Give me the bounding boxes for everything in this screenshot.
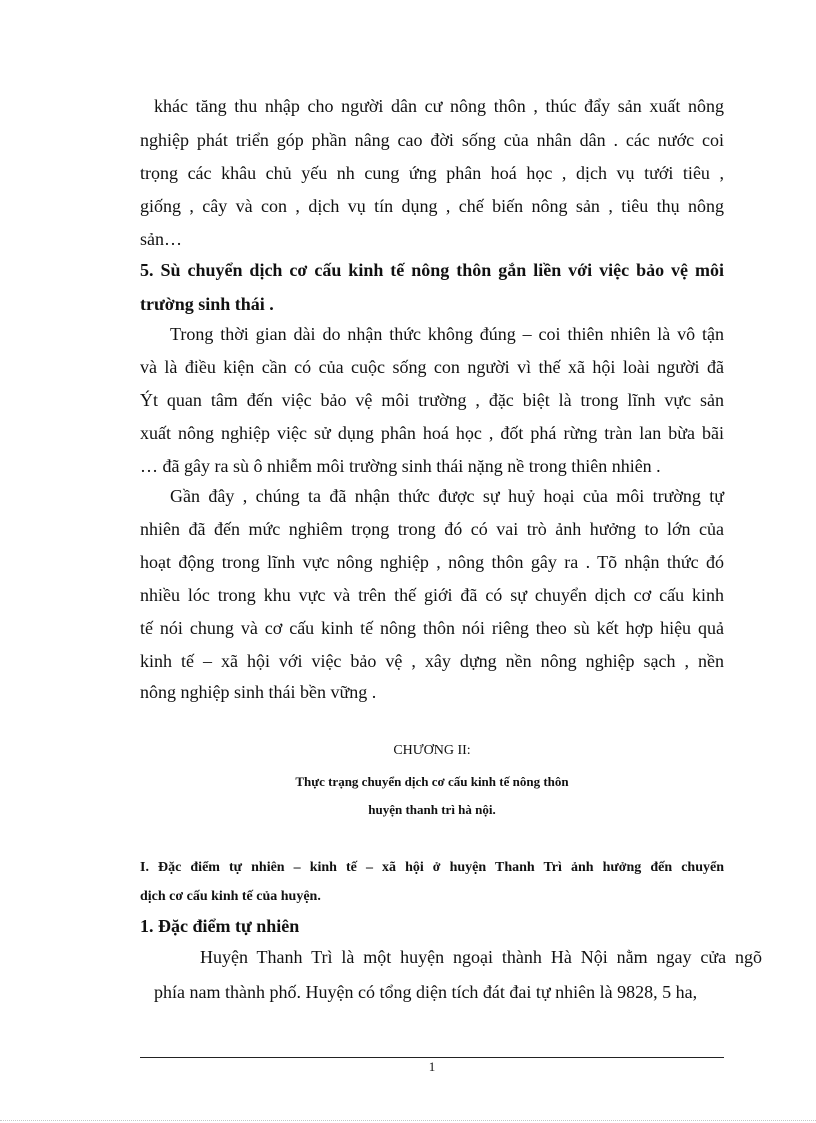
body-line: Gần đây , chúng ta đã nhận thức được sự huỷ hoại của môi trường tự xyxy=(170,486,724,506)
body-line: và là điều kiện cần có của cuộc sống con người vì thế xã hội loài người đã xyxy=(140,357,724,377)
body-line: kinh tế – xã hội với việc bảo vệ , xây dựng nền nông nghiệp sạch , nền xyxy=(140,651,724,671)
body-line: phía nam thành phố. Huyện có tổng diện tích đát đai tự nhiên là 9828, 5 ha, xyxy=(154,982,698,1002)
chapter-title: Thực trạng chuyển dịch cơ cấu kinh tế nông thôn xyxy=(295,774,569,789)
page-edge xyxy=(0,1120,816,1121)
body-line: giống , cây và con , dịch vụ tín dụng , chế biến nông sản , tiêu thụ nông xyxy=(140,196,724,216)
section-heading: I. Đặc điểm tự nhiên – kinh tế – xã hội ở huyện Thanh Trì ảnh hưởng đến chuyển xyxy=(140,860,724,875)
body-line: sản… xyxy=(140,229,182,249)
chapter-title: huyện thanh trì hà nội. xyxy=(368,802,496,817)
page-number: 1 xyxy=(428,1059,436,1074)
body-line: khác tăng thu nhập cho người dân cư nông thôn , thúc đẩy sản xuất nông xyxy=(154,96,724,116)
body-line: nhiên đã đến mức nghiêm trọng trong đó có vai trò ảnh hưởng to lớn của xyxy=(140,519,724,539)
chapter-label: CHƯƠNG II: xyxy=(393,743,471,758)
section-heading: dịch cơ cấu kinh tế của huyện. xyxy=(140,889,321,904)
body-line: tế nói chung và cơ cấu kinh tế nông thôn nói riêng theo sù kết hợp hiệu quả xyxy=(140,618,724,638)
body-line: Huyện Thanh Trì là một huyện ngoại thành Hà Nội nằm ngay cửa ngõ xyxy=(200,947,762,967)
footer-divider xyxy=(140,1057,724,1058)
body-line: nông nghiệp sinh thái bền vững . xyxy=(140,682,377,702)
section-heading: trường sinh thái . xyxy=(140,294,274,314)
body-line: xuất nông nghiệp việc sử dụng phân hoá học , đốt phá rừng tràn lan bừa bãi xyxy=(140,423,724,443)
section-heading: 5. Sù chuyển dịch cơ cấu kinh tế nông thôn gắn liền với việc bảo vệ môi xyxy=(140,260,724,280)
body-line: Ýt quan tâm đến việc bảo vệ môi trường , đặc biệt là trong lĩnh vực sản xyxy=(140,390,724,410)
subsection-heading: 1. Đặc điểm tự nhiên xyxy=(140,916,300,936)
body-line: hoạt động trong lĩnh vực nông nghiệp , nông thôn gây ra . Tõ nhận thức đó xyxy=(140,552,724,572)
body-line: trọng các khâu chủ yếu nh cung ứng phân hoá học , dịch vụ tưới tiêu , xyxy=(140,163,724,183)
body-line: … đã gây ra sù ô nhiễm môi trường sinh thái nặng nề trong thiên nhiên . xyxy=(140,456,661,476)
body-line: Trong thời gian dài do nhận thức không đúng – coi thiên nhiên là vô tận xyxy=(170,324,724,344)
body-line: nhiều lóc trong khu vực và trên thế giới đã có sự chuyển dịch cơ cấu kinh xyxy=(140,585,724,605)
body-line: nghiệp phát triển góp phần nâng cao đời sống của nhân dân . các nước coi xyxy=(140,130,724,150)
